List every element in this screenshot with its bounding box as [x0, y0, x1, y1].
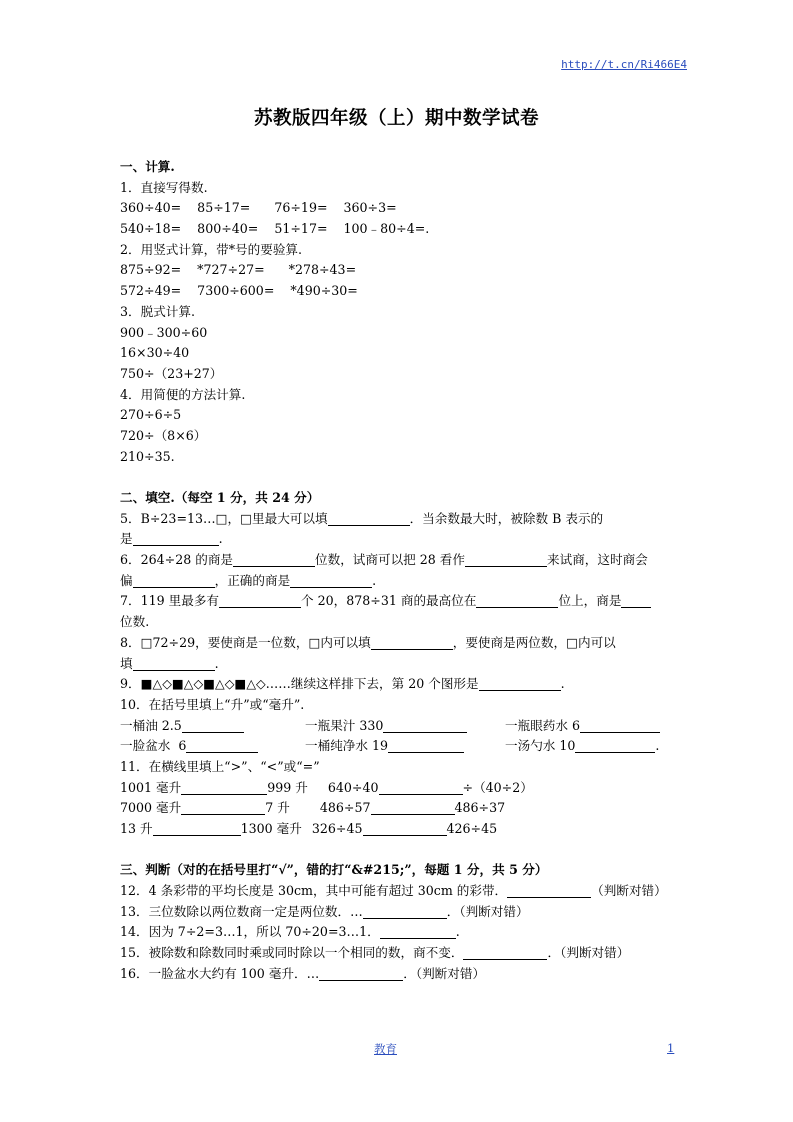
s1-line: 875÷92= *727÷27= *278÷43=	[120, 262, 357, 278]
question-11-row1: 1001 毫升 999 升 640÷40 ÷（40÷2）	[120, 779, 533, 795]
question-10-row2: 一脸盆水 6 一桶纯净水 19 一汤勺水 10 .	[120, 738, 660, 754]
answer-blank[interactable]	[363, 904, 447, 919]
question-11: 11．在横线里填上“>”、“<”或“=”	[120, 758, 320, 774]
s1-line: 1．直接写得数.	[120, 179, 208, 195]
answer-blank[interactable]	[319, 966, 403, 981]
s1-line: 2．用竖式计算，带*号的要验算.	[120, 241, 303, 257]
question-16: 16．一脸盆水大约有 100 毫升．… ．（判断对错）	[120, 965, 486, 981]
question-8: 8．□72÷29，要使商是一位数，□内可以填 ，要使商是两位数，□内可以	[120, 634, 616, 650]
question-12: 12．4 条彩带的平均长度是 30cm，其中可能有超过 30cm 的彩带． （判断对错）	[120, 883, 667, 899]
answer-blank[interactable]	[575, 738, 655, 753]
s1-line: 210÷35.	[120, 448, 175, 464]
question-8-cont: 填 .	[120, 655, 219, 671]
answer-blank[interactable]	[181, 780, 267, 795]
question-7-cont: 位数.	[120, 614, 150, 630]
section1-heading: 一、计算.	[120, 159, 175, 174]
question-9: 9．■△◇■△◇■△◇■△◇……继续这样排下去，第 20 个图形是 .	[120, 676, 565, 692]
answer-blank[interactable]	[476, 593, 558, 608]
answer-blank[interactable]	[507, 883, 591, 898]
answer-blank[interactable]	[219, 593, 301, 608]
answer-blank[interactable]	[182, 718, 244, 733]
answer-blank[interactable]	[463, 945, 547, 960]
question-6-cont: 偏 ，正确的商是 .	[120, 572, 377, 588]
answer-blank[interactable]	[371, 635, 453, 650]
answer-blank[interactable]	[153, 821, 241, 836]
answer-blank[interactable]	[181, 800, 265, 815]
answer-blank[interactable]	[383, 718, 467, 733]
s1-line: 900﹣300÷60	[120, 324, 208, 340]
s1-line: 720÷（8×6）	[120, 427, 207, 443]
s1-line: 540÷18= 800÷40= 51÷17= 100﹣80÷4=.	[120, 221, 430, 237]
answer-blank[interactable]	[133, 573, 215, 588]
answer-blank[interactable]	[133, 656, 215, 671]
answer-blank[interactable]	[371, 800, 455, 815]
answer-blank[interactable]	[186, 738, 258, 753]
question-10: 10．在括号里填上“升”或“毫升”.	[120, 696, 305, 712]
question-5-cont: 是 .	[120, 531, 223, 547]
s1-line: 270÷6÷5	[120, 407, 182, 423]
answer-blank[interactable]	[388, 738, 464, 753]
answer-blank[interactable]	[465, 552, 547, 567]
question-11-row3: 13 升 1300 毫升 326÷45 426÷45	[120, 821, 498, 836]
answer-blank[interactable]	[621, 593, 651, 608]
answer-blank[interactable]	[580, 718, 660, 733]
question-13: 13．三位数除以两位数商一定是两位数．… ．（判断对错）	[120, 903, 529, 919]
exam-content	[120, 157, 680, 985]
answer-blank[interactable]	[290, 573, 372, 588]
header-url-link[interactable]: http://t.cn/Ri466E4	[561, 58, 687, 71]
s1-line: 16×30÷40	[120, 345, 190, 361]
s1-line: 750÷（23+27）	[120, 365, 223, 381]
answer-blank[interactable]	[363, 821, 447, 836]
question-14: 14．因为 7÷2=3…1，所以 70÷20=3…1． .	[120, 924, 460, 940]
s1-line: 4．用简便的方法计算.	[120, 386, 246, 402]
s1-line: 3．脱式计算.	[120, 303, 195, 319]
answer-blank[interactable]	[328, 511, 410, 526]
question-6: 6．264÷28 的商是 位数，试商可以把 28 看作 来试商，这时商会	[120, 552, 648, 568]
answer-blank[interactable]	[479, 676, 561, 691]
answer-blank[interactable]	[133, 531, 219, 546]
page-title: 苏教版四年级（上）期中数学试卷	[253, 108, 539, 129]
s1-line: 360÷40= 85÷17= 76÷19= 360÷3=	[120, 200, 397, 216]
section2-heading: 二、填空.（每空 1 分，共 24 分）	[120, 490, 320, 505]
answer-blank[interactable]	[379, 780, 463, 795]
page-number: 1	[667, 1041, 675, 1055]
question-10-row1: 一桶油 2.5 一瓶果汁 330 一瓶眼药水 6	[120, 716, 680, 737]
s1-line: 572÷49= 7300÷600= *490÷30=	[120, 283, 358, 299]
question-7: 7．119 里最多有 个 20，878÷31 商的最高位在 位上，商是	[120, 591, 680, 612]
question-11-row2: 7000 毫升 7 升 486÷57 486÷37	[120, 800, 506, 816]
answer-blank[interactable]	[233, 552, 315, 567]
question-5: 5．B÷23=13…□，□里最大可以填 ．当余数最大时，被除数 B 表示的	[120, 510, 604, 526]
section3-heading: 三、判断（对的在括号里打“√”，错的打“&#215;”，每题 1 分，共 5 分）	[120, 862, 548, 878]
answer-blank[interactable]	[380, 924, 456, 939]
question-15: 15．被除数和除数同时乘或同时除以一个相同的数，商不变． ．（判断对错）	[120, 945, 630, 961]
footer-link[interactable]: 教育	[374, 1042, 397, 1056]
